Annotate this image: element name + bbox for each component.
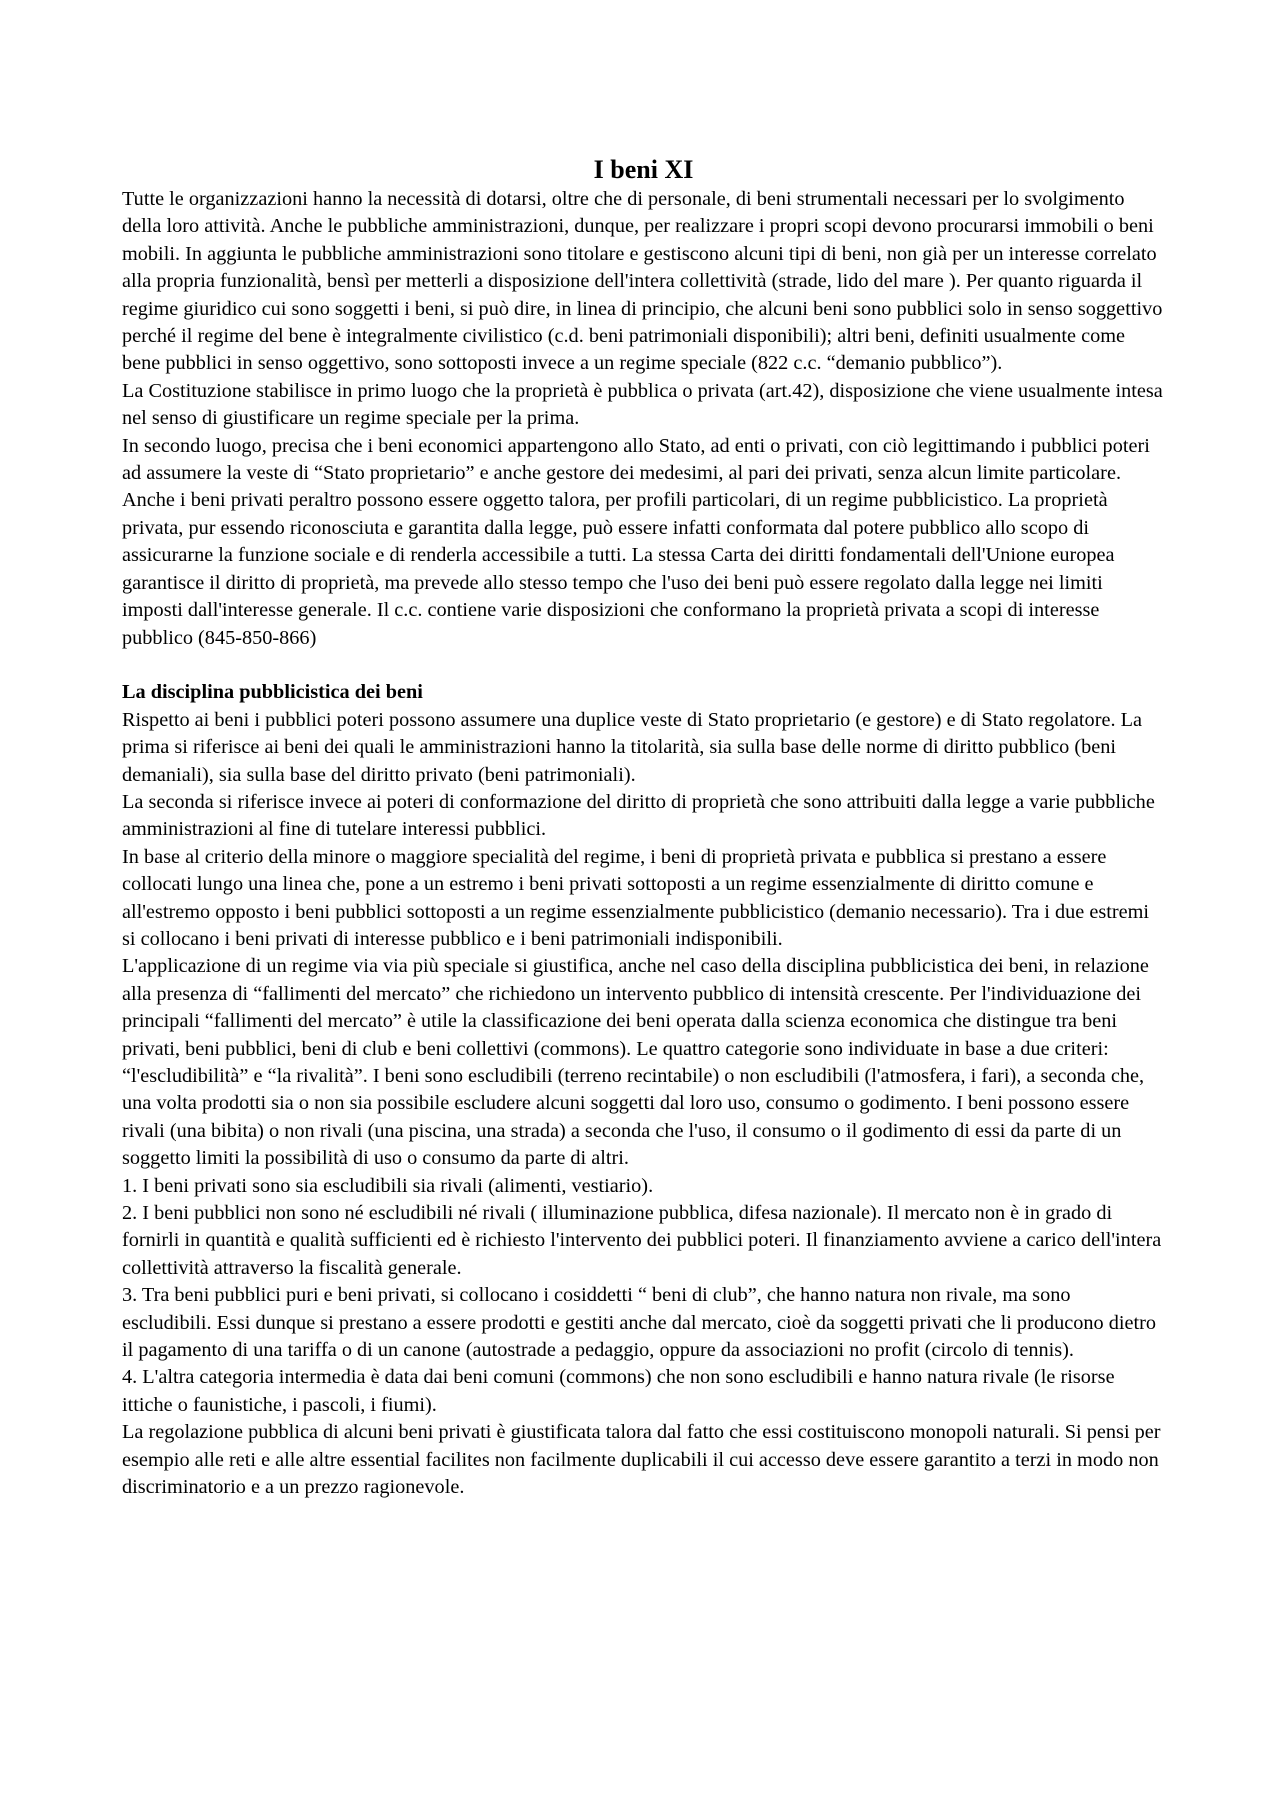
paragraph: In secondo luogo, precisa che i beni economici appartengono allo Stato, ad enti o privati, con ciò legittimando i pubblici poteri ad assumere la veste di “Stato proprietario” e anche gestore dei medesimi, al pari dei privati, senza alcun limite particolare.: [122, 434, 1150, 485]
paragraph: Anche i beni privati peraltro possono essere oggetto talora, per profili particolari, di un regime pubblicistico. La proprietà privata, pur essendo riconosciuta e garantita dalla legge, può essere infatti conformata dal potere pubblico allo scopo di assicurarne la funzione sociale e di renderla accessibile a tutti. La stessa Carta dei diritti fondamentali dell'Unione europea garantisce il diritto di proprietà, ma prevede allo stesso tempo che l'uso dei beni può essere regolato dalla legge nei limiti imposti dall'interesse generale. Il c.c. contiene varie disposizioni che conformano la proprietà privata a scopi di interesse pubblico (845-850-866): [122, 489, 1115, 649]
paragraph: La seconda si riferisce invece ai poteri di conformazione del diritto di proprietà che sono attribuiti dalla legge a varie pubbliche amministrazioni al fine di tutelare interessi pubblici.: [122, 790, 1155, 841]
section-heading: La disciplina pubblicistica dei beni: [122, 681, 423, 704]
document-body: [122, 154, 1165, 1501]
list-item: 2. I beni pubblici non sono né escludibili né rivali ( illuminazione pubblica, difesa nazionale). Il mercato non è in grado di fornirli in quantità e qualità sufficienti ed è richiesto l'intervento dei pubblici poteri. Il finanziamento avviene a carico dell'intera collettività attraverso la fiscalità generale.: [122, 1202, 1162, 1279]
paragraph: Tutte le organizzazioni hanno la necessità di dotarsi, oltre che di personale, di beni strumentali necessari per lo svolgimento della loro attività. Anche le pubbliche amministrazioni, dunque, per realizzare i propri scopi devono procurarsi immobili o beni mobili. In aggiunta le pubbliche amministrazioni sono titolare e gestiscono alcuni tipi di beni, non già per un interesse correlato alla propria funzionalità, bensì per metterli a disposizione dell'intera collettività (strade, lido del mare ). Per quanto riguarda il regime giuridico cui sono soggetti i beni, si può dire, in linea di principio, che alcuni beni sono pubblici solo in senso soggettivo perché il regime del bene è integralmente civilistico (c.d. beni patrimoniali disponibili); altri beni, definiti usualmente come bene pubblici in senso oggettivo, sono sottoposti invece a un regime speciale (822 c.c. “demanio pubblico”).: [122, 188, 1163, 375]
list-item: 1. I beni privati sono sia escludibili sia rivali (alimenti, vestiario).: [122, 1174, 654, 1197]
paragraph: In base al criterio della minore o maggiore specialità del regime, i beni di proprietà privata e pubblica si prestano a essere collocati lungo una linea che, pone a un estremo i beni privati sottoposti a un regime essenzialmente di diritto comune e all'estremo opposto i beni pubblici sottoposti a un regime essenzialmente pubblicistico (demanio necessario). Tra i due estremi si collocano i beni privati di interesse pubblico e i beni patrimoniali indisponibili.: [122, 845, 1150, 950]
list-item: 3. Tra beni pubblici puri e beni privati, si collocano i cosiddetti “ beni di club”, che hanno natura non rivale, ma sono escludibili. Essi dunque si prestano a essere prodotti e gestiti anche dal mercato, cioè da soggetti privati che li producono dietro il pagamento di una tariffa o di un canone (autostrade a pedaggio, oppure da associazioni no profit (circolo di tennis).: [122, 1284, 1157, 1362]
paragraph: Rispetto ai beni i pubblici poteri possono assumere una duplice veste di Stato proprietario (e gestore) e di Stato regolatore. La prima si riferisce ai beni dei quali le amministrazioni hanno la titolarità, sia sulla base delle norme di diritto pubblico (beni demaniali), sia sulla base del diritto privato (beni patrimoniali).: [122, 708, 1142, 786]
paragraph: L'applicazione di un regime via via più speciale si giustifica, anche nel caso della disciplina pubblicistica dei beni, in relazione alla presenza di “fallimenti del mercato” che richiedono un intervento pubblico di intensità crescente. Per l'individuazione dei principali “fallimenti del mercato” è utile la classificazione dei beni operata dalla scienza economica che distingue tra beni privati, beni pubblici, beni di club e beni collettivi (commons). Le quattro categorie sono individuate in base a due criteri: “l'escludibilità” e “la rivalità”. I beni sono escludibili (terreno recintabile) o non escludibili (l'atmosfera, i fari), a seconda che, una volta prodotti sia o non sia possibile escludere alcuni soggetti dal loro uso, consumo o godimento. I beni possono essere rivali (una bibita) o non rivali (una piscina, una strada) a seconda che l'uso, il consumo o il godimento di essi da parte di un soggetto limiti la possibilità di uso o consumo da parte di altri.: [122, 955, 1149, 1170]
list-item: 4. L'altra categoria intermedia è data dai beni comuni (commons) che non sono escludibili e hanno natura rivale (le risorse ittiche o faunistiche, i pascoli, i fiumi).: [122, 1366, 1115, 1416]
paragraph: La Costituzione stabilisce in primo luogo che la proprietà è pubblica o privata (art.42), disposizione che viene usualmente intesa nel senso di giustificare un regime speciale per la prima.: [122, 379, 1163, 430]
page-title: I beni XI: [593, 155, 694, 184]
paragraph: La regolazione pubblica di alcuni beni privati è giustificata talora dal fatto che essi costituiscono monopoli naturali. Si pensi per esempio alle reti e alle altre essential facilites non facilmente duplicabili il cui accesso deve essere garantito a terzi in modo non discriminatorio e a un prezzo ragionevole.: [122, 1421, 1161, 1499]
blank-line: [122, 652, 1165, 679]
